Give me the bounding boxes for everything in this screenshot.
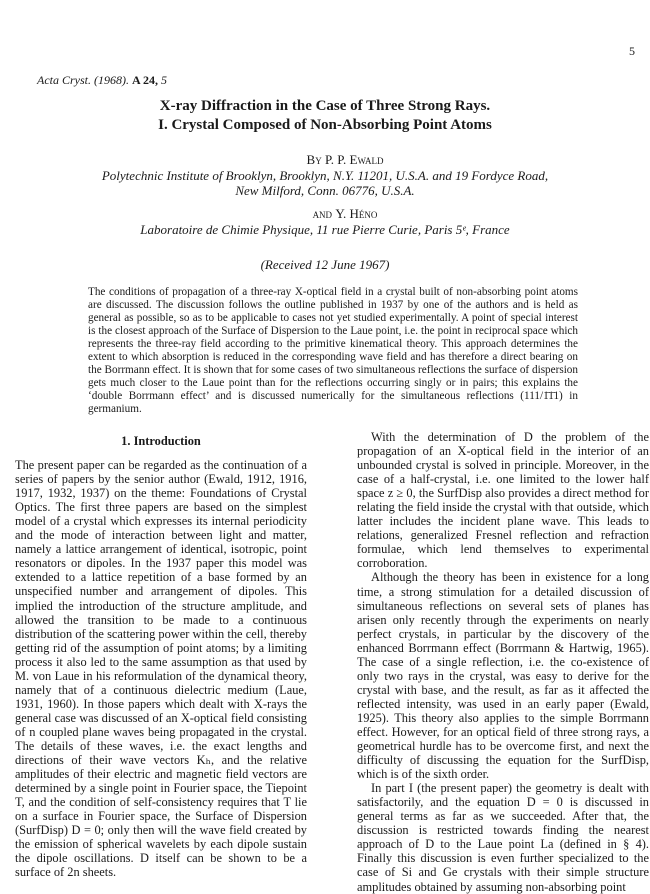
received-date-text: (Received 12 June 1967) [260,257,390,272]
right-column [357,430,649,894]
journal-name: Acta Cryst. [37,73,91,87]
journal-volume: A 24, [132,73,159,87]
journal-reference [37,73,167,88]
author-2-name: Y. Héno [335,206,378,221]
author-1-affiliation [0,168,650,198]
abstract [88,286,578,416]
page-number: 5 [629,44,635,58]
left-paragraph-1: The present paper can be regarded as the continuation of a series of papers by the senior author (Ewald, 1912, 1916, 1917, 1932, 1937) on the theme: Foundations of Crystal Optics. The first three papers are based on the simplest model of a crystal which expresses its internal periodicity and the mode of interaction between light and matter, namely a lattice arrangement of identical, isotropic, point resonators or dipoles. In the 1937 paper this model was extended to a lattice repetition of a base formed by an unspecified number and arrangement of dipoles. This implied the introduction of the structure amplitude, and allowed the transition to be made to a continuous distribution of the scattering power within the cell, thereby getting rid of the assumption of point atoms; by a limiting process it also led to the same assumption as that used by M. von Laue in his reformulation of the dynamical theory, namely that of a continuous dielectric medium (Laue, 1931, 1960). In those papers which dealt with X-rays the general case was discussed of an X-optical field consisting of n coupled plane waves being propagated in the crystal. The details of these waves, i.e. the exact lengths and directions of their wave vectors Kₕ, and the relative amplitudes of their electric and magnetic field vectors are determined by a single point in Fourier space, the Tiepoint T, and the condition of self-consistency requires that T lie on a surface in Fourier space, the Surface of Dispersion (SurfDisp) D = 0; only then will the wave field created by the emission of spherical wavelets by each dipole sustain the dipole oscillations. D itself can be shown to be a surface of 2n sheets. [15,458,307,880]
journal-page: 5 [161,73,168,87]
author-2-affiliation [0,222,650,237]
left-column [15,434,307,879]
author-2 [40,206,650,221]
abstract-text: The conditions of propagation of a three-ray X-optical field in a crystal built of non-absorbing point atoms are discussed. The discussion follows the outline published in 1937 by one of the authors and is held as general as possible, so as to be applicable to cases not yet studied experimentally. A point of special interest is the closest approach of the Surface of Dispersion to the Laue point, i.e. the point in reciprocal space which represents the three-ray field according to the primitive kinematical theory. This approach determines the extent to which absorption is reduced in the corresponding wave field and has therefore a direct bearing on the Borrmann effect. It is shown that for some cases of two simultaneous reflections the surface of dispersion gets much closer to the Laue point than for the reflections occurring singly or in pairs; this explains the ‘double Borrmann effect’ and is discussed numerically for the simultaneous reflections (111/1̄1̄1) in germanium. [88,286,578,415]
author-1 [40,152,650,167]
right-paragraph-2: Although the theory has been in existence for a long time, a strong stimulation for a detailed discussion of simultaneous reflections on several sets of planes has arisen only recently through the experiments on nearly perfect crystals, in particular by the discovery of the enhanced Borrmann effect (Borrmann & Hartwig, 1965). The case of a single reflection, i.e. the co-existence of only two rays in the crystal, was easy to derive for the crystal with base, and the result, as far as it affected the reflected intensity, was used in an early paper (Ewald, 1925). This theory also applies to the simple Borrmann effect. However, for an optical field of three strong rays, a geometrical hurdle has to be overcome first, and next the difficulty of discussing the equation for the SurfDisp, which is of the sixth order. [357,570,649,782]
title-line-1: X-ray Diffraction in the Case of Three Strong Rays. [159,98,491,114]
affiliation-2: Laboratoire de Chimie Physique, 11 rue Pierre Curie, Paris 5ᵉ, France [140,222,510,237]
paper-title [0,97,650,135]
title-line-2: I. Crystal Composed of Non-Absorbing Point Atoms [158,117,492,133]
section-heading: 1. Introduction [121,434,201,448]
received-date [0,257,650,272]
author-2-and: and [312,206,333,221]
author-1-by: By [306,152,322,167]
right-paragraph-1: With the determination of D the problem of the propagation of an X-optical field in the interior of an unbounded crystal is solved in principle. Moreover, in the case of a half-crystal, i.e. one limited to the lower half space z ≥ 0, the SurfDisp also provides a direct method for relating the field inside the crystal with that outside, which latter includes the incident plane wave. This leads to relations, generalized Fresnel reflection and refraction formulae, which lend themselves to experimental corroboration. [357,430,649,571]
right-paragraph-3: In part I (the present paper) the geometry is dealt with satisfactorily, and the equation D = 0 is discussed in general terms as far as we succeeded. After that, the discussion is restricted towards finding the nearest approach of D to the Laue point La (defined in § 4). Finally this discussion is even further specialized to the case of Si and Ge crystals with their simple structure amplitudes obtained by assuming non-absorbing point [357,781,649,894]
author-1-name: P. P. Ewald [324,152,384,167]
affiliation-1-line-1: Polytechnic Institute of Brooklyn, Brooklyn, N.Y. 11201, U.S.A. and 19 Fordyce Road, [101,168,549,183]
affiliation-1-line-2: New Milford, Conn. 06776, U.S.A. [235,183,415,198]
journal-year: (1968). [94,73,129,87]
